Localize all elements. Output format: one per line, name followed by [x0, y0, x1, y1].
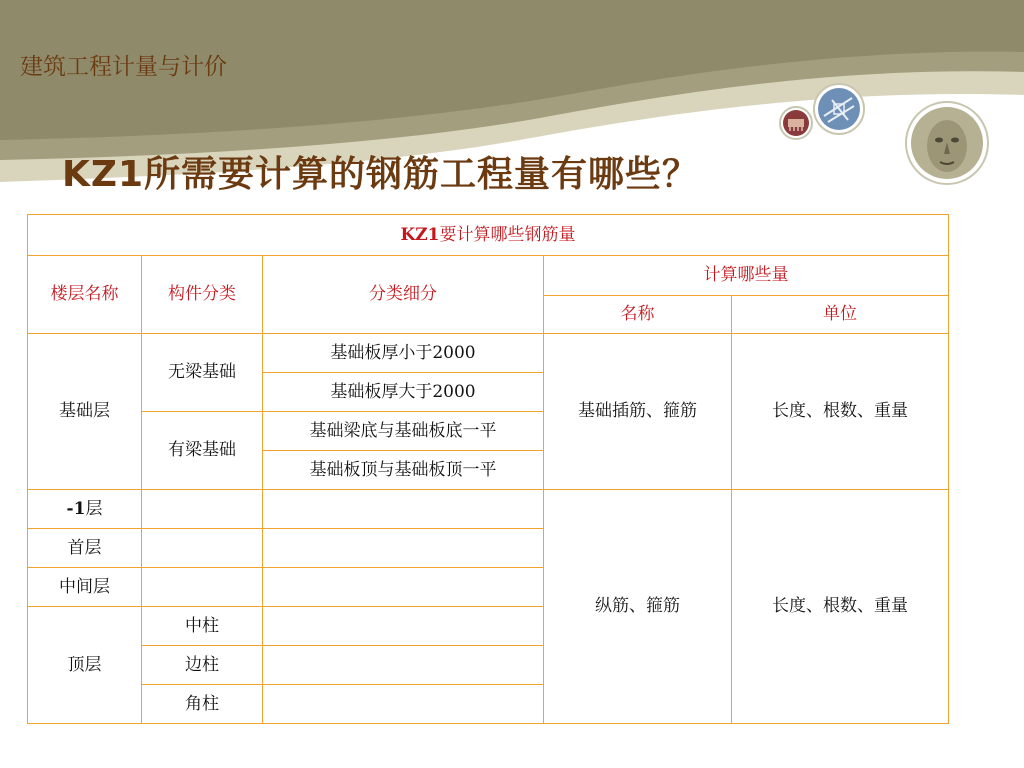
cell-beam-foundation: 有梁基础: [142, 412, 263, 490]
construction-blueprint-icon: [812, 82, 866, 136]
cell-middle-column: 中柱: [142, 607, 263, 646]
cell-slab-top-flush: 基础板顶与基础板顶一平: [263, 451, 544, 490]
header-subdivision: 分类细分: [263, 256, 544, 334]
cell-foundation-name: 基础插筋、箍筋: [544, 334, 732, 490]
cell-empty: [263, 685, 544, 724]
header-member-type: 构件分类: [142, 256, 263, 334]
table-caption: [28, 215, 949, 256]
cell-upper-name: 纵筋、箍筋: [544, 490, 732, 724]
cell-slab-thin: 基础板厚小于2000: [263, 334, 544, 373]
cell-foundation-unit: 长度、根数、重量: [732, 334, 949, 490]
cell-edge-column: 边柱: [142, 646, 263, 685]
cell-corner-column: 角柱: [142, 685, 263, 724]
cell-middle-floor: 中间层: [28, 568, 142, 607]
cell-empty: [142, 490, 263, 529]
cell-empty: [263, 568, 544, 607]
header-unit: 单位: [732, 296, 949, 334]
sculpture-face-icon: [904, 100, 990, 186]
electronics-icon: [778, 105, 814, 141]
cell-empty: [142, 529, 263, 568]
cell-foundation-floor: 基础层: [28, 334, 142, 490]
cell-upper-unit: 长度、根数、重量: [732, 490, 949, 724]
cell-slab-thick: 基础板厚大于2000: [263, 373, 544, 412]
slide-title: KZ1所需要计算的钢筋工程量有哪些？: [62, 154, 700, 195]
cell-empty: [263, 529, 544, 568]
header-quantities: 计算哪些量: [544, 256, 949, 296]
cell-empty: [263, 646, 544, 685]
cell-empty: [142, 568, 263, 607]
cell-first-floor: 首层: [28, 529, 142, 568]
deck-title: 建筑工程计量与计价: [20, 54, 227, 80]
header-floor-name: 楼层名称: [28, 256, 142, 334]
cell-top-floor: 顶层: [28, 607, 142, 724]
caption-bold: KZ1: [400, 224, 440, 245]
rebar-quantity-table: [27, 214, 949, 724]
cell-empty: [263, 607, 544, 646]
cell-empty: [263, 490, 544, 529]
caption-text: 要计算哪些钢筋量: [439, 224, 576, 245]
basement-suffix: 层: [85, 498, 103, 519]
cell-beam-bottom-flush: 基础梁底与基础板底一平: [263, 412, 544, 451]
basement-prefix: -1: [66, 498, 86, 519]
cell-basement-floor: [28, 490, 142, 529]
cell-no-beam-foundation: 无梁基础: [142, 334, 263, 412]
header-name: 名称: [544, 296, 732, 334]
